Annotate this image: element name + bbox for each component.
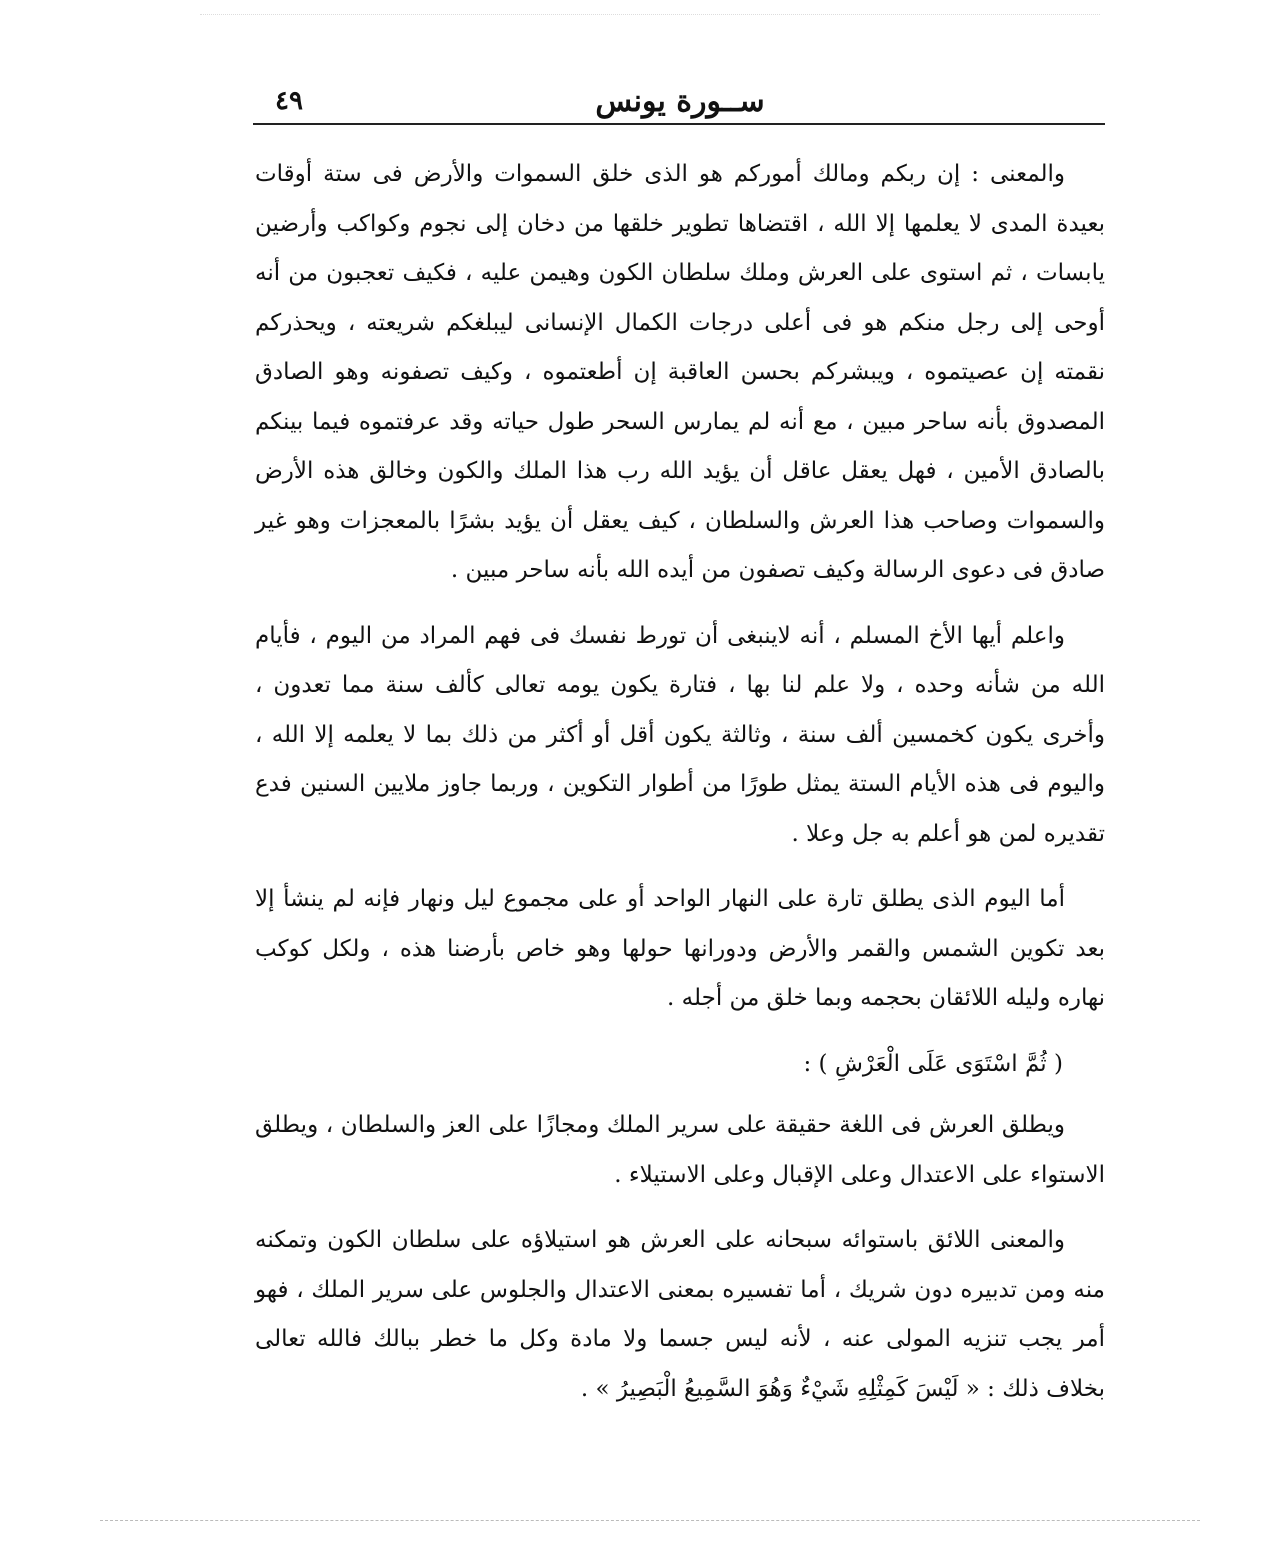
- scan-bottom-line: [100, 1520, 1200, 1522]
- paragraph-4: ويطلق العرش فى اللغة حقيقة على سرير الملك ومجازًا على العز والسلطان ، ويطلق الاستواء على الاعتدال وعلى الإقبال وعلى الاستيلاء .: [255, 1112, 1105, 1188]
- paragraph-3: أما اليوم الذى يطلق تارة على النهار الواحد أو على مجموع ليل ونهار فإنه لم ينشأ إلا بعد تكوين الشمس والقمر والأرض ودورانها حولها وهو خاص بأرضنا هذه ، ولكل كوكب نهاره وليله اللائقان بحجمه وبما خلق من أجله .: [255, 886, 1105, 1011]
- page-title: ســورة يونس: [595, 84, 765, 119]
- paragraph-2: واعلم أيها الأخ المسلم ، أنه لاينبغى أن تورط نفسك فى فهم المراد من اليوم ، فأيام الله من شأنه وحده ، ولا علم لنا بها ، فتارة يكون يومه تعالى كألف سنة مما تعدون ، وأخرى يكون كخمسين ألف سنة ، وثالثة يكون أقل أو أكثر من ذلك بما لا يعلمه إلا الله ، واليوم فى هذه الأيام الستة يمثل طورًا من أطوار التكوين ، وربما جاوز ملايين السنين فدع تقديره لمن هو أعلم به جل وعلا .: [255, 622, 1105, 847]
- header-rule: [253, 123, 1105, 125]
- scan-edge-line: [200, 14, 1100, 16]
- body-text: [255, 150, 1105, 1430]
- page-number: ٤٩: [275, 86, 303, 116]
- paragraph-1: والمعنى : إن ربكم ومالك أموركم هو الذى خلق السموات والأرض فى ستة أوقات بعيدة المدى لا يعلمها إلا الله ، اقتضاها تطوير خلقها من دخان إلى نجوم وكواكب وأرضين يابسات ، ثم استوى على العرش وملك سلطان الكون وهيمن عليه ، فكيف تعجبون من أنه أوحى إلى رجل منكم هو فى أعلى درجات الكمال الإنسانى ليبلغكم شريعته ، ويحذركم نقمته إن عصيتموه ، ويبشركم بحسن العاقبة إن أطعتموه ، وكيف تصفونه وهو الصادق المصدوق بأنه ساحر مبين ، مع أنه لم يمارس السحر طول حياته وقد عرفتموه فيما بينكم بالصادق الأمين ، فهل يعقل عاقل أن يؤيد الله رب هذا الملك والكون وخالق هذه الأرض والسموات وصاحب هذا العرش والسلطان ، كيف يعقل أن يؤيد بشرًا بالمعجزات وهو غير صادق فى دعوى الرسالة وكيف تصفون من أيده الله بأنه ساحر مبين .: [255, 161, 1105, 583]
- page-header: [255, 82, 1105, 124]
- verse-heading: ( ثُمَّ اسْتَوَى عَلَى الْعَرْشِ ) :: [803, 1050, 1063, 1077]
- paragraph-5: والمعنى اللائق باستوائه سبحانه على العرش هو استيلاؤه على سلطان الكون وتمكنه منه ومن تدبيره دون شريك ، أما تفسيره بمعنى الاعتدال والجلوس على سرير الملك ، فهو أمر يجب تنزيه المولى عنه ، لأنه ليس جسما ولا مادة وكل ما خطر ببالك فالله تعالى بخلاف ذلك : « لَيْسَ كَمِثْلِهِ شَيْءٌ وَهُوَ السَّمِيعُ الْبَصِيرُ » .: [255, 1227, 1105, 1402]
